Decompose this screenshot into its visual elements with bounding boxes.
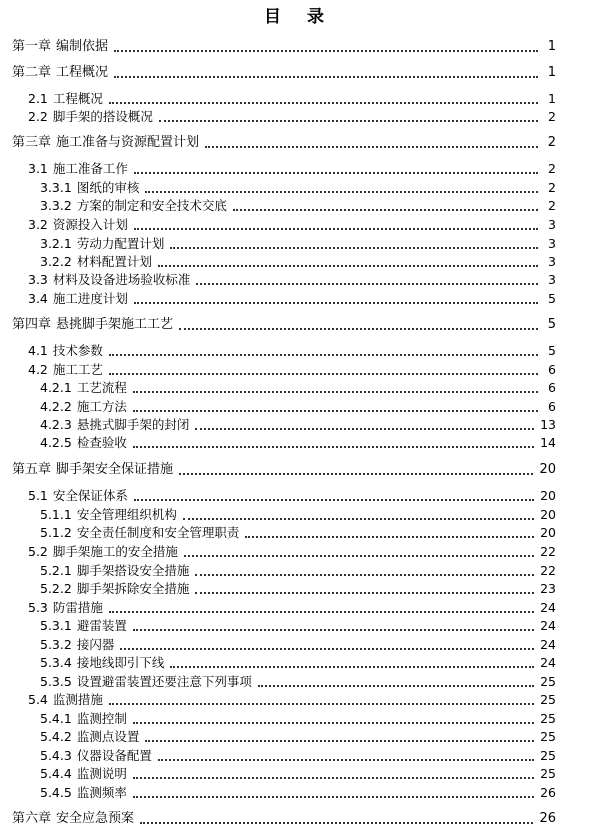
- dot-leader: [158, 747, 534, 761]
- toc-entry[interactable]: [28, 542, 556, 560]
- toc-entry[interactable]: [40, 783, 556, 801]
- toc-entry-label: 检查验收: [76, 435, 127, 450]
- toc-entry-page-number: 24: [540, 600, 556, 615]
- toc-entry[interactable]: [40, 561, 556, 579]
- toc-entry-number: 3.3.2: [40, 198, 72, 213]
- toc-entry-label: 接闪器: [76, 637, 115, 652]
- toc-entry-page-number: 3: [548, 217, 556, 232]
- toc-entry-label: 方案的制定和安全技术交底: [76, 198, 227, 213]
- dot-leader: [133, 617, 534, 631]
- toc-entry[interactable]: [12, 133, 556, 151]
- toc-entry-number: 4.2.3: [40, 417, 72, 432]
- toc-entry[interactable]: [40, 672, 556, 690]
- toc-entry-page-number: 20: [540, 488, 556, 503]
- toc-entry-page-number: 6: [548, 380, 556, 395]
- toc-entry-page-number: 6: [548, 362, 556, 377]
- toc-entry-page-number: 25: [540, 729, 556, 744]
- toc-title: 目 录: [264, 7, 334, 27]
- toc-entry-label: 脚手架拆除安全措施: [76, 581, 190, 596]
- toc-entry-label: 安全责任制度和安全管理职责: [76, 525, 240, 540]
- toc-entry[interactable]: [12, 315, 556, 333]
- toc-entry[interactable]: [40, 709, 556, 727]
- toc-entry-number: 3.3: [28, 272, 48, 287]
- toc-entry-number: 5.3.2: [40, 637, 72, 652]
- toc-entry-label: 防雷措施: [52, 600, 103, 615]
- toc-entry-label: 施工工艺: [52, 362, 103, 377]
- toc-entry-page-number: 24: [540, 655, 556, 670]
- dot-leader: [134, 160, 538, 174]
- toc-entry-page-number: 2: [548, 161, 556, 176]
- toc-entry[interactable]: [28, 107, 556, 125]
- toc-entry-label: 图纸的审核: [76, 180, 140, 195]
- dot-leader: [145, 179, 538, 193]
- toc-entry-label: 脚手架搭设安全措施: [76, 563, 190, 578]
- toc-entry-label: 施工方法: [76, 399, 127, 414]
- dot-leader: [120, 636, 534, 650]
- toc-entry-page-number: 20: [539, 462, 556, 477]
- dot-leader: [134, 216, 538, 230]
- toc-entry-number: 第六章: [12, 811, 52, 826]
- toc-entry-page-number: 6: [548, 399, 556, 414]
- toc-entry-number: 第一章: [12, 39, 52, 54]
- dot-leader: [195, 416, 534, 430]
- toc-entry-page-number: 20: [540, 525, 556, 540]
- dot-leader: [109, 342, 538, 356]
- toc-entry-number: 5.3: [28, 600, 48, 615]
- dot-leader: [195, 580, 534, 594]
- toc-entry[interactable]: [40, 635, 556, 653]
- toc-entry-number: 5.2: [28, 544, 48, 559]
- toc-entry-page-number: 3: [548, 236, 556, 251]
- toc-entry[interactable]: [28, 159, 556, 177]
- dot-leader: [133, 784, 534, 798]
- toc-entry-number: 5.3.4: [40, 655, 72, 670]
- toc-entry-number: 4.2: [28, 362, 48, 377]
- toc-entry-label: 设置避雷装置还要注意下列事项: [76, 674, 252, 689]
- toc-entry[interactable]: [40, 764, 556, 782]
- toc-entry-page-number: 1: [547, 65, 556, 80]
- toc-entry[interactable]: [28, 486, 556, 504]
- toc-entry[interactable]: [40, 727, 556, 745]
- toc-entry-label: 监测说明: [76, 766, 127, 781]
- toc-entry-page-number: 24: [540, 618, 556, 633]
- toc-entry-label: 施工准备工作: [52, 161, 128, 176]
- toc-entry-page-number: 2: [548, 198, 556, 213]
- toc-entry-page-number: 22: [540, 563, 556, 578]
- dot-leader: [109, 599, 534, 613]
- dot-leader: [233, 197, 538, 211]
- toc-entry-page-number: 25: [540, 711, 556, 726]
- toc-entry[interactable]: [40, 653, 556, 671]
- toc-entry-label: 监测点设置: [76, 729, 140, 744]
- toc-entry-page-number: 1: [548, 91, 556, 106]
- toc-entry-number: 5.2.1: [40, 563, 72, 578]
- toc-entry-label: 悬挑脚手架施工工艺: [56, 317, 174, 332]
- toc-entry-page-number: 2: [548, 180, 556, 195]
- toc-entry[interactable]: [40, 616, 556, 634]
- dot-leader: [145, 728, 534, 742]
- dot-leader: [170, 654, 534, 668]
- toc-entry-label: 材料及设备进场验收标准: [52, 272, 191, 287]
- toc-entry-number: 5.2.2: [40, 581, 72, 596]
- dot-leader: [245, 524, 534, 538]
- toc-entry-page-number: 5: [547, 317, 556, 332]
- dot-leader: [140, 810, 533, 824]
- toc-entry-number: 5.1.2: [40, 525, 72, 540]
- toc-entry-label: 施工准备与资源配置计划: [56, 135, 200, 150]
- toc-entry[interactable]: [12, 37, 556, 55]
- toc-entry-label: 监测控制: [76, 711, 127, 726]
- dot-leader: [109, 691, 534, 705]
- toc-entry-page-number: 23: [540, 581, 556, 596]
- toc-entry-page-number: 1: [547, 39, 556, 54]
- toc-entry-page-number: 26: [540, 785, 556, 800]
- toc-entry-label: 施工进度计划: [52, 291, 128, 306]
- dot-leader: [179, 461, 533, 475]
- dot-leader: [159, 108, 538, 122]
- toc-entry-label: 安全管理组织机构: [76, 507, 177, 522]
- toc-entry[interactable]: [28, 598, 556, 616]
- dot-leader: [196, 271, 538, 285]
- toc-entry-number: 5.1.1: [40, 507, 72, 522]
- toc-entry-page-number: 22: [540, 544, 556, 559]
- toc-entry-number: 3.4: [28, 291, 48, 306]
- toc-entry[interactable]: [28, 89, 556, 107]
- toc-entry-number: 4.1: [28, 343, 48, 358]
- dot-leader: [134, 487, 534, 501]
- toc-entry-number: 5.1: [28, 488, 48, 503]
- toc-entry-page-number: 25: [540, 692, 556, 707]
- toc-entry-page-number: 14: [540, 435, 556, 450]
- toc-entry-page-number: 25: [540, 674, 556, 689]
- toc-entry-number: 3.2: [28, 217, 48, 232]
- toc-entry-number: 5.3.1: [40, 618, 72, 633]
- toc-entry-label: 避雷装置: [76, 618, 127, 633]
- toc-entry[interactable]: [40, 378, 556, 396]
- dot-leader: [205, 134, 538, 148]
- toc-entry[interactable]: [28, 341, 556, 359]
- dot-leader: [133, 710, 534, 724]
- toc-entry[interactable]: [28, 289, 556, 307]
- toc-entry-label: 监测频率: [76, 785, 127, 800]
- toc-entry-page-number: 3: [548, 272, 556, 287]
- toc-entry[interactable]: [40, 397, 556, 415]
- toc-entry-number: 第五章: [12, 462, 52, 477]
- toc-entry-label: 安全应急预案: [56, 811, 135, 826]
- toc-entry-page-number: 25: [540, 748, 556, 763]
- dot-leader: [183, 506, 534, 520]
- toc-entry-page-number: 25: [540, 766, 556, 781]
- toc-entry-page-number: 2: [548, 109, 556, 124]
- toc-entry-number: 2.2: [28, 109, 48, 124]
- toc-entry-label: 资源投入计划: [52, 217, 128, 232]
- toc-entry[interactable]: [40, 505, 556, 523]
- toc-entry-number: 4.2.5: [40, 435, 72, 450]
- toc-entry-page-number: 13: [540, 417, 556, 432]
- toc-entry-number: 2.1: [28, 91, 48, 106]
- toc-entry-number: 5.4: [28, 692, 48, 707]
- dot-leader: [133, 379, 538, 393]
- toc-entry-number: 3.2.1: [40, 236, 72, 251]
- toc-entry-label: 材料配置计划: [76, 254, 152, 269]
- toc-entry[interactable]: [12, 460, 556, 478]
- dot-leader: [179, 316, 538, 330]
- toc-entry-number: 第三章: [12, 135, 52, 150]
- toc-entry-page-number: 26: [539, 811, 556, 826]
- toc-entry-number: 4.2.2: [40, 399, 72, 414]
- toc-entry-label: 脚手架安全保证措施: [56, 462, 174, 477]
- toc-entry-label: 工程概况: [56, 65, 109, 80]
- toc-entry[interactable]: [28, 215, 556, 233]
- dot-leader: [114, 38, 538, 52]
- toc-entry-label: 仪器设备配置: [76, 748, 152, 763]
- toc-entry-page-number: 24: [540, 637, 556, 652]
- toc-entry[interactable]: [40, 579, 556, 597]
- dot-leader: [258, 673, 534, 687]
- toc-entry[interactable]: [40, 746, 556, 764]
- dot-leader: [134, 290, 538, 304]
- toc-entry[interactable]: [40, 433, 556, 451]
- toc-entry-number: 第四章: [12, 317, 52, 332]
- toc-entry[interactable]: [40, 523, 556, 541]
- toc-entry[interactable]: [40, 415, 556, 433]
- dot-leader: [133, 765, 534, 779]
- toc-entry-page-number: 5: [548, 291, 556, 306]
- toc-entry-page-number: 3: [548, 254, 556, 269]
- toc-entry-number: 3.2.2: [40, 254, 72, 269]
- toc-entry-number: 3.1: [28, 161, 48, 176]
- toc-entry-label: 接地线即引下线: [76, 655, 165, 670]
- toc-entry-number: 5.4.2: [40, 729, 72, 744]
- toc-entry-label: 劳动力配置计划: [76, 236, 165, 251]
- toc-entry-number: 5.4.3: [40, 748, 72, 763]
- dot-leader: [184, 543, 534, 557]
- toc-entry-label: 安全保证体系: [52, 488, 128, 503]
- dot-leader: [158, 253, 538, 267]
- dot-leader: [109, 90, 538, 104]
- toc-entry[interactable]: [40, 252, 556, 270]
- toc-entry-number: 5.4.5: [40, 785, 72, 800]
- toc-entry-label: 技术参数: [52, 343, 103, 358]
- toc-entry-page-number: 2: [547, 135, 556, 150]
- dot-leader: [133, 398, 538, 412]
- dot-leader: [170, 235, 538, 249]
- toc-entry[interactable]: [40, 196, 556, 214]
- toc-entry[interactable]: [12, 809, 556, 827]
- toc-entry[interactable]: [28, 270, 556, 288]
- toc-entry-label: 工艺流程: [76, 380, 127, 395]
- dot-leader: [114, 64, 538, 78]
- toc-entry-label: 编制依据: [56, 39, 109, 54]
- toc-entry-number: 4.2.1: [40, 380, 72, 395]
- toc-entry-label: 工程概况: [52, 91, 103, 106]
- toc-entry-label: 脚手架的搭设概况: [52, 109, 153, 124]
- toc-entry-page-number: 5: [548, 343, 556, 358]
- toc-entry-page-number: 20: [540, 507, 556, 522]
- toc-entry-number: 5.4.4: [40, 766, 72, 781]
- dot-leader: [133, 434, 534, 448]
- toc-entry[interactable]: [40, 178, 556, 196]
- toc-entry[interactable]: [12, 63, 556, 81]
- toc-entry-number: 5.4.1: [40, 711, 72, 726]
- dot-leader: [195, 562, 534, 576]
- toc-entry-number: 第二章: [12, 65, 52, 80]
- toc-entry[interactable]: [40, 234, 556, 252]
- toc-entry[interactable]: [28, 360, 556, 378]
- toc-entry-label: 脚手架施工的安全措施: [52, 544, 178, 559]
- toc-entry-label: 监测措施: [52, 692, 103, 707]
- toc-entry-number: 3.3.1: [40, 180, 72, 195]
- toc-entry-number: 5.3.5: [40, 674, 72, 689]
- dot-leader: [109, 361, 538, 375]
- toc-entry-label: 悬挑式脚手架的封闭: [76, 417, 190, 432]
- toc-entry[interactable]: [28, 690, 556, 708]
